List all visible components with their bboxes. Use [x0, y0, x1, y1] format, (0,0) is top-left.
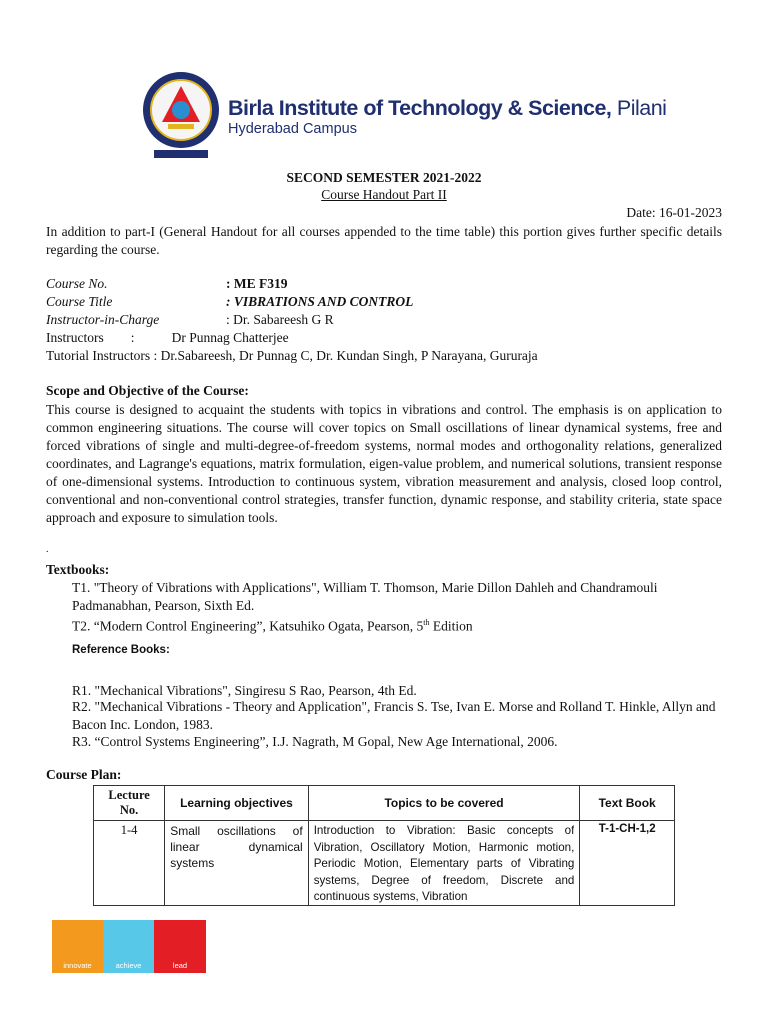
course-plan-heading: Course Plan:	[46, 767, 122, 782]
textbook-t1: T1. "Theory of Vibrations with Applications", William T. Thomson, Marie Dillon Dahleh and Chandramouli Padmanabhan, Pearson, Sixth Ed.	[72, 580, 658, 613]
reference-r1: R1. "Mechanical Vibrations", Singiresu S Rao, Pearson, 4th Ed.	[72, 683, 417, 698]
instructor-in-charge-row	[46, 312, 334, 328]
footer-innovate-block: innovate	[52, 920, 103, 973]
handout-title: Course Handout Part II	[321, 187, 447, 202]
table-row	[94, 821, 675, 906]
campus-name: Hyderabad Campus	[228, 121, 357, 137]
instructors-row: Instructors : Dr Punnag Chatterjee	[46, 330, 289, 345]
footer-brand-bar	[52, 920, 206, 973]
bits-seal-icon	[140, 62, 222, 162]
table-header-row	[94, 786, 675, 821]
stray-dot: .	[46, 544, 49, 555]
cell-topics: Introduction to Vibration: Basic concepts of Vibration, Oscillatory Motion, Harmonic motion, Periodic Motion, Elementary parts of Vibrating systems, Degree of freedom, Discrete and continuous systems, Vibration	[308, 821, 580, 906]
institute-logo	[140, 62, 667, 162]
textbooks-heading: Textbooks:	[46, 562, 110, 577]
cell-objective: Small oscillations of linear dynamical systems	[165, 821, 308, 906]
reference-r3: R3. “Control Systems Engineering”, I.J. Nagrath, M Gopal, New Age International, 2006.	[72, 734, 558, 749]
handout-date: Date: 16-01-2023	[626, 205, 722, 220]
header-topics: Topics to be covered	[308, 786, 580, 821]
semester-title: SECOND SEMESTER 2021-2022	[286, 170, 482, 185]
cell-lecture: 1-4	[94, 821, 165, 906]
course-no-value: : ME F319	[226, 276, 288, 291]
course-plan-table	[93, 785, 675, 906]
footer-lead-block: lead	[154, 920, 206, 973]
textbook-t2: T2. “Modern Control Engineering”, Katsuhiko Ogata, Pearson, 5th Edition	[72, 618, 473, 634]
footer-achieve-block: achieve	[103, 920, 154, 973]
intro-paragraph: In addition to part-I (General Handout for all courses appended to the time table) this portion gives further specific details regarding the course.	[46, 224, 722, 257]
ic-value: : Dr. Sabareesh G R	[226, 312, 334, 327]
ic-label: Instructor-in-Charge	[46, 312, 160, 327]
header-text-book: Text Book	[580, 786, 675, 821]
header-lecture-no: Lecture No.	[94, 786, 165, 821]
institute-name: Birla Institute of Technology & Science, Pilani	[228, 96, 667, 120]
cell-book: T-1-CH-1,2	[580, 821, 675, 906]
header-learning-objectives: Learning objectives	[165, 786, 308, 821]
tutorial-instructors-row: Tutorial Instructors : Dr.Sabareesh, Dr Punnag C, Dr. Kundan Singh, P Narayana, Gururaja	[46, 348, 538, 363]
course-title-row	[46, 294, 414, 310]
reference-r2: R2. "Mechanical Vibrations - Theory and Application", Francis S. Tse, Ivan E. Morse and Rolland T. Hinkle, Allyn and Bacon Inc. London, 1983.	[72, 699, 716, 732]
course-no-row	[46, 276, 288, 292]
scope-paragraph: This course is designed to acquaint the students with topics in vibrations and control. The emphasis is on application to common engineering situations. The course will cover topics on Small oscillations of linear dynamical systems, free and forced vibrations of single and multi-degree-of-freedom systems, normal modes and orthogonality relations, generalized coordinates, and Lagrange's equations, matrix formulation, eigen-value problem, and numerical solutions, transient response of one-dimensional systems. Introduction to continuous system, vibration measurement and analysis, closed loop control, conventional and non-conventional control strategies, transfer function, dynamic response, and stability criteria, state space approach and exposure to simulation tools.	[46, 402, 722, 525]
course-no-label: Course No.	[46, 276, 108, 291]
course-title-value: : VIBRATIONS AND CONTROL	[226, 294, 414, 309]
reference-books-heading: Reference Books:	[72, 644, 170, 656]
course-title-label: Course Title	[46, 294, 113, 309]
scope-heading: Scope and Objective of the Course:	[46, 383, 249, 398]
